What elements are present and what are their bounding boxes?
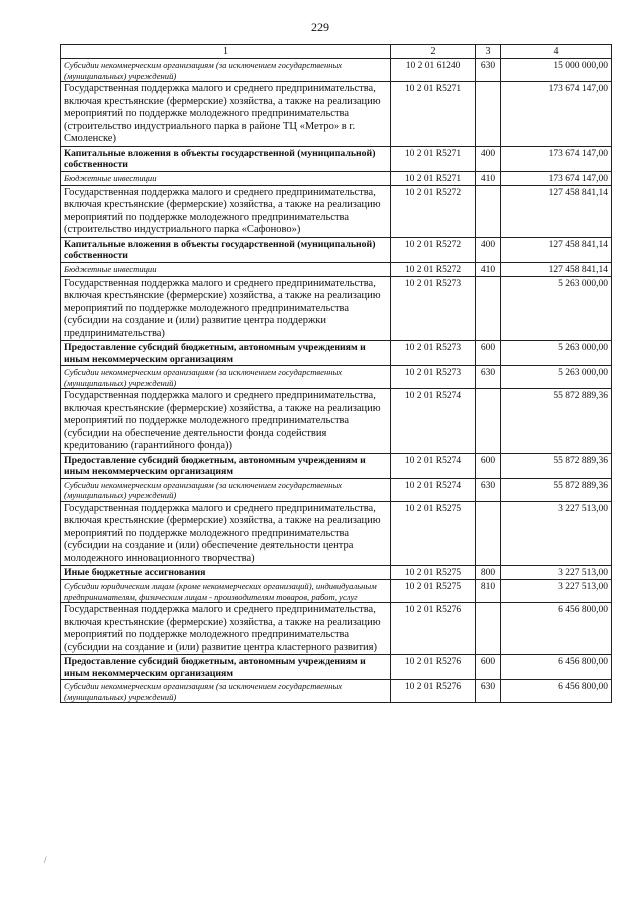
row-name-cell: Бюджетные инвестиции <box>61 171 391 185</box>
table-row <box>61 366 612 389</box>
row-name-cell: Государственная поддержка малого и среднего предпринимательства, включая крестьянские (фермерские) хозяйства, а также на реализацию мероприятий по поддержке молодежного предпринимательства (строительство индустриального парка «Сафоново») <box>61 185 391 237</box>
row-type-cell: 400 <box>476 146 501 171</box>
row-type-cell: 600 <box>476 655 501 680</box>
row-name-cell: Субсидии юридическим лицам (кроме некоммерческих организаций), индивидуальным предпринимателям, физическим лицам - производителям товаров, работ, услуг <box>61 580 391 603</box>
row-amount-cell: 127 458 841,14 <box>501 185 612 237</box>
row-amount-cell: 173 674 147,00 <box>501 146 612 171</box>
row-name-cell: Государственная поддержка малого и среднего предпринимательства, включая крестьянские (фермерские) хозяйства, а также на реализацию мероприятий по поддержке молодежного предпринимательства (субсидии на создание и (или) развитие центра кластерного развития) <box>61 603 391 655</box>
table-row <box>61 59 612 82</box>
row-type-cell <box>476 501 501 566</box>
row-amount-cell: 127 458 841,14 <box>501 237 612 262</box>
row-amount-cell: 173 674 147,00 <box>501 82 612 147</box>
row-amount-cell: 6 456 800,00 <box>501 655 612 680</box>
row-code-cell: 10 2 01 R5275 <box>391 566 476 580</box>
row-name-cell: Иные бюджетные ассигнования <box>61 566 391 580</box>
row-code-cell: 10 2 01 R5271 <box>391 82 476 147</box>
table-row <box>61 237 612 262</box>
row-amount-cell: 3 227 513,00 <box>501 580 612 603</box>
row-type-cell: 410 <box>476 262 501 276</box>
row-code-cell: 10 2 01 R5274 <box>391 478 476 501</box>
row-type-cell: 810 <box>476 580 501 603</box>
row-amount-cell: 5 263 000,00 <box>501 276 612 341</box>
row-type-cell: 400 <box>476 237 501 262</box>
row-name-cell: Государственная поддержка малого и среднего предпринимательства, включая крестьянские (фермерские) хозяйства, а также на реализацию мероприятий по поддержке молодежного предпринимательства (строительство индустриального парка в районе ТЦ «Метро» в г. Смоленске) <box>61 82 391 147</box>
row-name-cell: Государственная поддержка малого и среднего предпринимательства, включая крестьянские (фермерские) хозяйства, а также на реализацию мероприятий по поддержке молодежного предпринимательства (субсидии на создание и (или) обеспечение деятельности центра молодежного инновационного творчества) <box>61 501 391 566</box>
row-code-cell: 10 2 01 R5271 <box>391 146 476 171</box>
row-type-cell <box>476 276 501 341</box>
col-header-code: 2 <box>391 45 476 59</box>
row-code-cell: 10 2 01 R5273 <box>391 366 476 389</box>
row-type-cell: 800 <box>476 566 501 580</box>
row-name-cell: Субсидии некоммерческим организациям (за исключением государственных (муниципальных) учреждений) <box>61 59 391 82</box>
page-number: 229 <box>311 20 329 34</box>
row-amount-cell: 55 872 889,36 <box>501 478 612 501</box>
row-code-cell: 10 2 01 R5272 <box>391 262 476 276</box>
row-type-cell <box>476 82 501 147</box>
row-type-cell: 630 <box>476 680 501 703</box>
row-code-cell: 10 2 01 R5271 <box>391 171 476 185</box>
row-name-cell: Капитальные вложения в объекты государственной (муниципальной) собственности <box>61 146 391 171</box>
row-type-cell <box>476 603 501 655</box>
row-code-cell: 10 2 01 R5272 <box>391 237 476 262</box>
table-row <box>61 603 612 655</box>
budget-table <box>60 44 612 703</box>
col-header-amount: 4 <box>501 45 612 59</box>
table-row <box>61 478 612 501</box>
table-row <box>61 501 612 566</box>
row-type-cell: 630 <box>476 366 501 389</box>
row-amount-cell: 6 456 800,00 <box>501 603 612 655</box>
row-name-cell: Предоставление субсидий бюджетным, автономным учреждениям и иным некоммерческим организациям <box>61 341 391 366</box>
table-row <box>61 580 612 603</box>
row-code-cell: 10 2 01 R5275 <box>391 580 476 603</box>
row-type-cell: 410 <box>476 171 501 185</box>
row-type-cell <box>476 185 501 237</box>
row-code-cell: 10 2 01 R5273 <box>391 276 476 341</box>
table-row <box>61 262 612 276</box>
row-amount-cell: 3 227 513,00 <box>501 501 612 566</box>
table-row <box>61 146 612 171</box>
row-code-cell: 10 2 01 R5276 <box>391 655 476 680</box>
table-row <box>61 680 612 703</box>
table-row <box>61 185 612 237</box>
row-amount-cell: 5 263 000,00 <box>501 341 612 366</box>
row-code-cell: 10 2 01 61240 <box>391 59 476 82</box>
row-name-cell: Капитальные вложения в объекты государственной (муниципальной) собственности <box>61 237 391 262</box>
table-header-row <box>61 45 612 59</box>
table-row <box>61 171 612 185</box>
row-type-cell <box>476 389 501 454</box>
table-row <box>61 276 612 341</box>
row-type-cell: 630 <box>476 59 501 82</box>
table-row <box>61 655 612 680</box>
row-amount-cell: 127 458 841,14 <box>501 262 612 276</box>
row-type-cell: 600 <box>476 453 501 478</box>
row-amount-cell: 5 263 000,00 <box>501 366 612 389</box>
row-name-cell: Субсидии некоммерческим организациям (за исключением государственных (муниципальных) учреждений) <box>61 366 391 389</box>
row-amount-cell: 55 872 889,36 <box>501 453 612 478</box>
table-body <box>61 59 612 703</box>
row-amount-cell: 173 674 147,00 <box>501 171 612 185</box>
col-header-name: 1 <box>61 45 391 59</box>
row-code-cell: 10 2 01 R5273 <box>391 341 476 366</box>
row-name-cell: Государственная поддержка малого и среднего предпринимательства, включая крестьянские (фермерские) хозяйства, а также на реализацию мероприятий по поддержке молодежного предпринимательства (субсидии на создание и (или) развитие центра поддержки предпринимательства) <box>61 276 391 341</box>
row-amount-cell: 6 456 800,00 <box>501 680 612 703</box>
row-name-cell: Предоставление субсидий бюджетным, автономным учреждениям и иным некоммерческим организациям <box>61 655 391 680</box>
scan-mark: / <box>44 855 47 865</box>
row-code-cell: 10 2 01 R5274 <box>391 453 476 478</box>
table-row <box>61 82 612 147</box>
row-type-cell: 600 <box>476 341 501 366</box>
row-code-cell: 10 2 01 R5276 <box>391 603 476 655</box>
table-row <box>61 389 612 454</box>
col-header-type: 3 <box>476 45 501 59</box>
row-amount-cell: 55 872 889,36 <box>501 389 612 454</box>
table-row <box>61 341 612 366</box>
row-amount-cell: 15 000 000,00 <box>501 59 612 82</box>
row-amount-cell: 3 227 513,00 <box>501 566 612 580</box>
row-name-cell: Субсидии некоммерческим организациям (за исключением государственных (муниципальных) учреждений) <box>61 680 391 703</box>
row-code-cell: 10 2 01 R5275 <box>391 501 476 566</box>
row-name-cell: Бюджетные инвестиции <box>61 262 391 276</box>
row-name-cell: Государственная поддержка малого и среднего предпринимательства, включая крестьянские (фермерские) хозяйства, а также на реализацию мероприятий по поддержке молодежного предпринимательства (субсидии на обеспечение деятельности фонда содействия кредитованию (гарантийного фонда)) <box>61 389 391 454</box>
table-row <box>61 453 612 478</box>
row-code-cell: 10 2 01 R5274 <box>391 389 476 454</box>
row-type-cell: 630 <box>476 478 501 501</box>
row-code-cell: 10 2 01 R5272 <box>391 185 476 237</box>
row-name-cell: Субсидии некоммерческим организациям (за исключением государственных (муниципальных) учреждений) <box>61 478 391 501</box>
table-row <box>61 566 612 580</box>
row-code-cell: 10 2 01 R5276 <box>391 680 476 703</box>
row-name-cell: Предоставление субсидий бюджетным, автономным учреждениям и иным некоммерческим организациям <box>61 453 391 478</box>
